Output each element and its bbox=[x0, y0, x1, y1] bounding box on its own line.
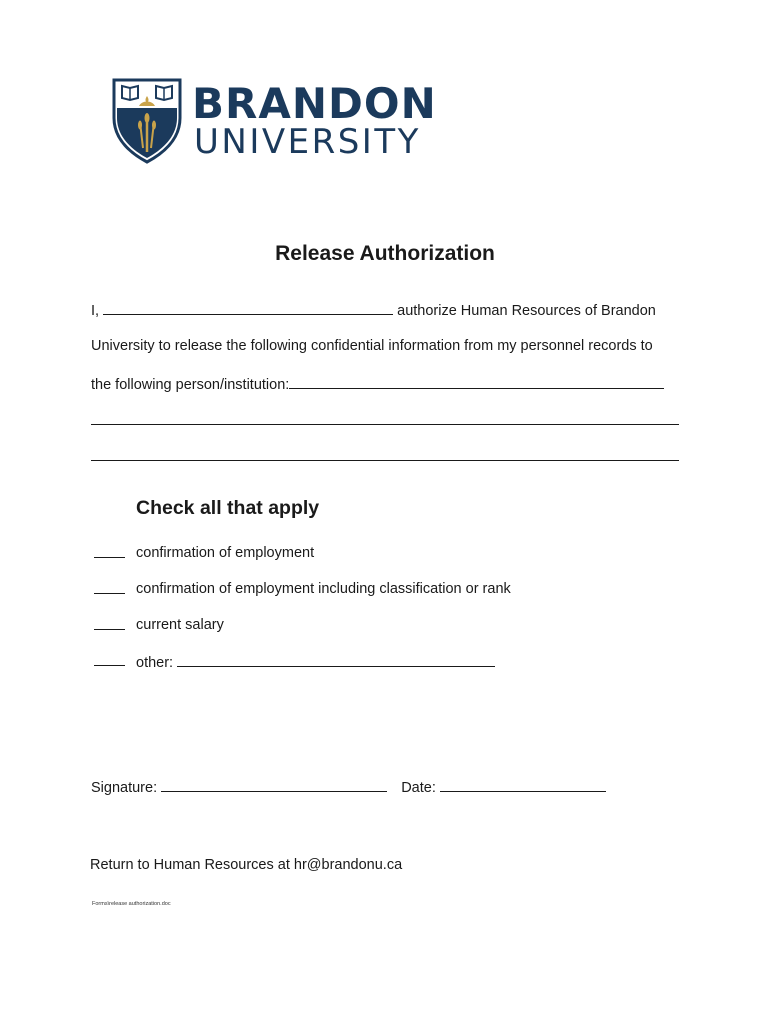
check-blank[interactable] bbox=[94, 544, 125, 558]
employee-name-field[interactable] bbox=[103, 300, 393, 315]
logo-wordmark-top: BRANDON bbox=[192, 79, 437, 128]
other-field[interactable] bbox=[177, 652, 495, 667]
signature-label: Signature: bbox=[91, 780, 158, 796]
checklist-item-label bbox=[136, 652, 495, 672]
recipient-field-line-3[interactable] bbox=[91, 460, 679, 461]
intro-prefix: I, bbox=[91, 303, 100, 319]
recipient-field[interactable] bbox=[289, 374, 664, 389]
check-blank[interactable] bbox=[94, 580, 125, 594]
checklist-item bbox=[94, 616, 224, 635]
check-blank[interactable] bbox=[94, 616, 125, 630]
checklist-heading: Check all that apply bbox=[136, 497, 320, 519]
brandon-university-logo bbox=[112, 78, 437, 164]
check-blank[interactable] bbox=[94, 652, 125, 666]
signature-row bbox=[91, 777, 606, 797]
checklist-item bbox=[94, 544, 315, 563]
date-field[interactable] bbox=[440, 777, 606, 792]
intro-line-2: University to release the following confidential information from my personnel records to bbox=[91, 338, 653, 354]
checklist-item bbox=[94, 652, 174, 671]
return-instructions: Return to Human Resources at hr@brandonu.ca bbox=[90, 857, 403, 873]
logo-wordmark-bottom: UNIVERSITY bbox=[194, 122, 421, 162]
checklist-item-label: confirmation of employment bbox=[136, 545, 315, 561]
document-filename: Forms\release authorization.doc bbox=[92, 901, 171, 907]
intro-line-3 bbox=[91, 374, 664, 394]
checklist-item-label: current salary bbox=[136, 617, 224, 633]
other-label: other: bbox=[136, 655, 174, 671]
recipient-field-line-2[interactable] bbox=[91, 424, 679, 425]
checklist-item-label: confirmation of employment including classification or rank bbox=[136, 581, 511, 597]
date-label: Date: bbox=[401, 780, 436, 796]
checklist-item bbox=[94, 580, 511, 599]
signature-field[interactable] bbox=[161, 777, 387, 792]
intro-suffix: authorize Human Resources of Brandon bbox=[397, 303, 656, 319]
recipient-label: the following person/institution: bbox=[91, 377, 290, 393]
shield-crest-icon bbox=[112, 78, 182, 164]
form-title: Release Authorization bbox=[275, 242, 495, 265]
intro-line-1 bbox=[91, 300, 656, 320]
